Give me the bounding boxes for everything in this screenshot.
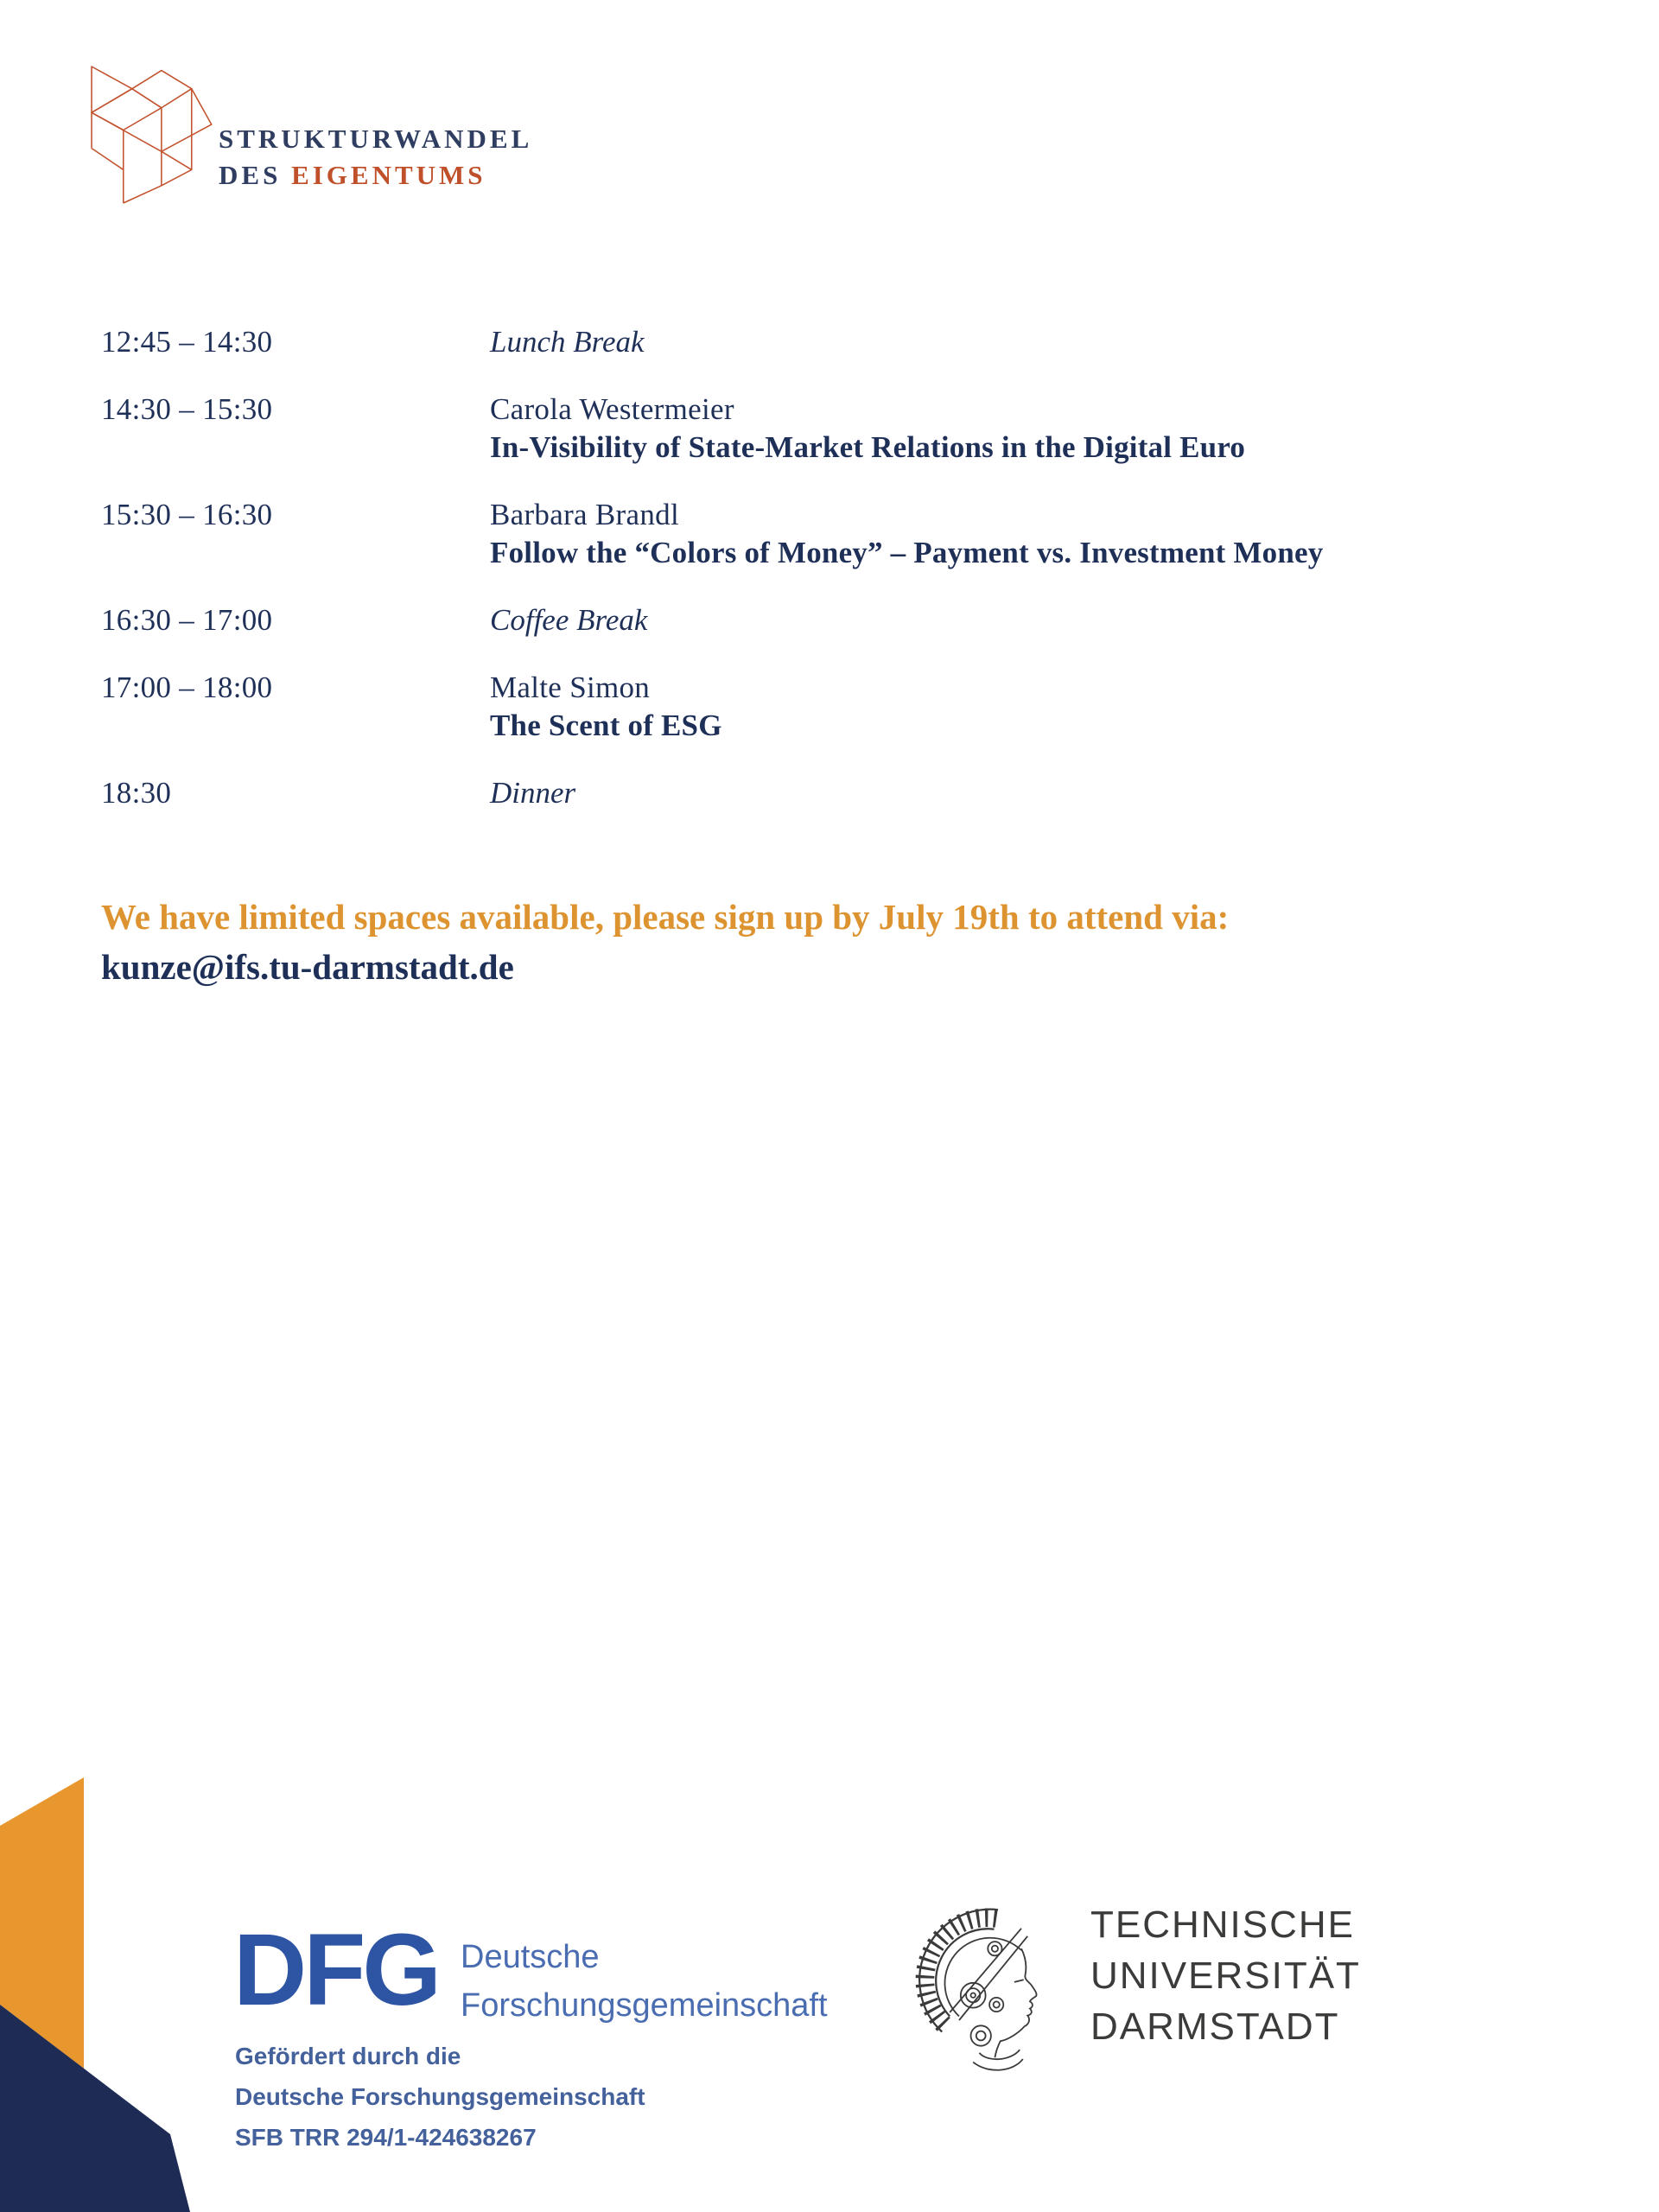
time-slot: 15:30 – 16:30 — [101, 498, 273, 531]
schedule-row-talk-westermeier — [101, 391, 1605, 467]
schedule-row-dinner — [101, 774, 1605, 812]
dfg-name-line2: Forschungsgemeinschaft — [461, 1987, 828, 2024]
strukturwandel-cube-icon — [82, 52, 219, 218]
tu-darmstadt-athena-icon — [905, 1888, 1060, 2075]
logo-line2: DES EIGENTUMS — [219, 160, 486, 190]
navy-corner-shape — [0, 2005, 190, 2212]
signup-text: We have limited spaces available, please sign up by July 19th to attend via: — [101, 897, 1230, 937]
speaker-name: Carola Westermeier — [490, 392, 734, 426]
event-label: Dinner — [490, 776, 576, 810]
time-slot: 18:30 — [101, 776, 172, 810]
time-slot: 14:30 – 15:30 — [101, 392, 273, 426]
talk-title: Follow the “Colors of Money” – Payment vs. Investment Money — [490, 536, 1324, 569]
speaker-name: Barbara Brandl — [490, 498, 679, 531]
tu-line3: DARMSTADT — [1090, 2005, 1340, 2048]
schedule-row-talk-simon — [101, 669, 1605, 745]
talk-title: In-Visibility of State-Market Relations in the Digital Euro — [490, 430, 1246, 464]
schedule-row-lunch — [101, 323, 1605, 361]
speaker-name: Malte Simon — [490, 671, 651, 704]
dfg-logo-name — [461, 1933, 828, 2030]
time-slot: 17:00 – 18:00 — [101, 671, 273, 704]
strukturwandel-wordmark — [219, 121, 532, 194]
tu-line1: TECHNISCHE — [1090, 1904, 1356, 1946]
dfg-name-line1: Deutsche — [461, 1939, 600, 1975]
dfg-funding-note — [235, 2036, 645, 2158]
logo-accent-word: EIGENTUMS — [291, 160, 486, 190]
signup-email-link[interactable]: kunze@ifs.tu-darmstadt.de — [101, 947, 514, 987]
dfg-logo-wordmark: DFG — [233, 1913, 439, 2027]
signup-note — [101, 892, 1605, 992]
funding-line2: Deutsche Forschungsgemeinschaft — [235, 2083, 645, 2110]
tu-darmstadt-wordmark — [1090, 1899, 1361, 2052]
event-label: Coffee Break — [490, 603, 648, 637]
talk-title: The Scent of ESG — [490, 709, 722, 742]
schedule-row-talk-brandl — [101, 496, 1605, 572]
schedule-row-coffee — [101, 601, 1605, 639]
funding-line3: SFB TRR 294/1-424638267 — [235, 2124, 537, 2151]
tu-line2: UNIVERSITÄT — [1090, 1955, 1361, 1997]
funding-line1: Gefördert durch die — [235, 2043, 461, 2069]
schedule-list — [101, 323, 1605, 842]
event-label: Lunch Break — [490, 325, 645, 359]
corner-decoration — [0, 1754, 207, 2212]
logo-line1: STRUKTURWANDEL — [219, 124, 533, 154]
time-slot: 12:45 – 14:30 — [101, 325, 273, 359]
time-slot: 16:30 – 17:00 — [101, 603, 273, 637]
